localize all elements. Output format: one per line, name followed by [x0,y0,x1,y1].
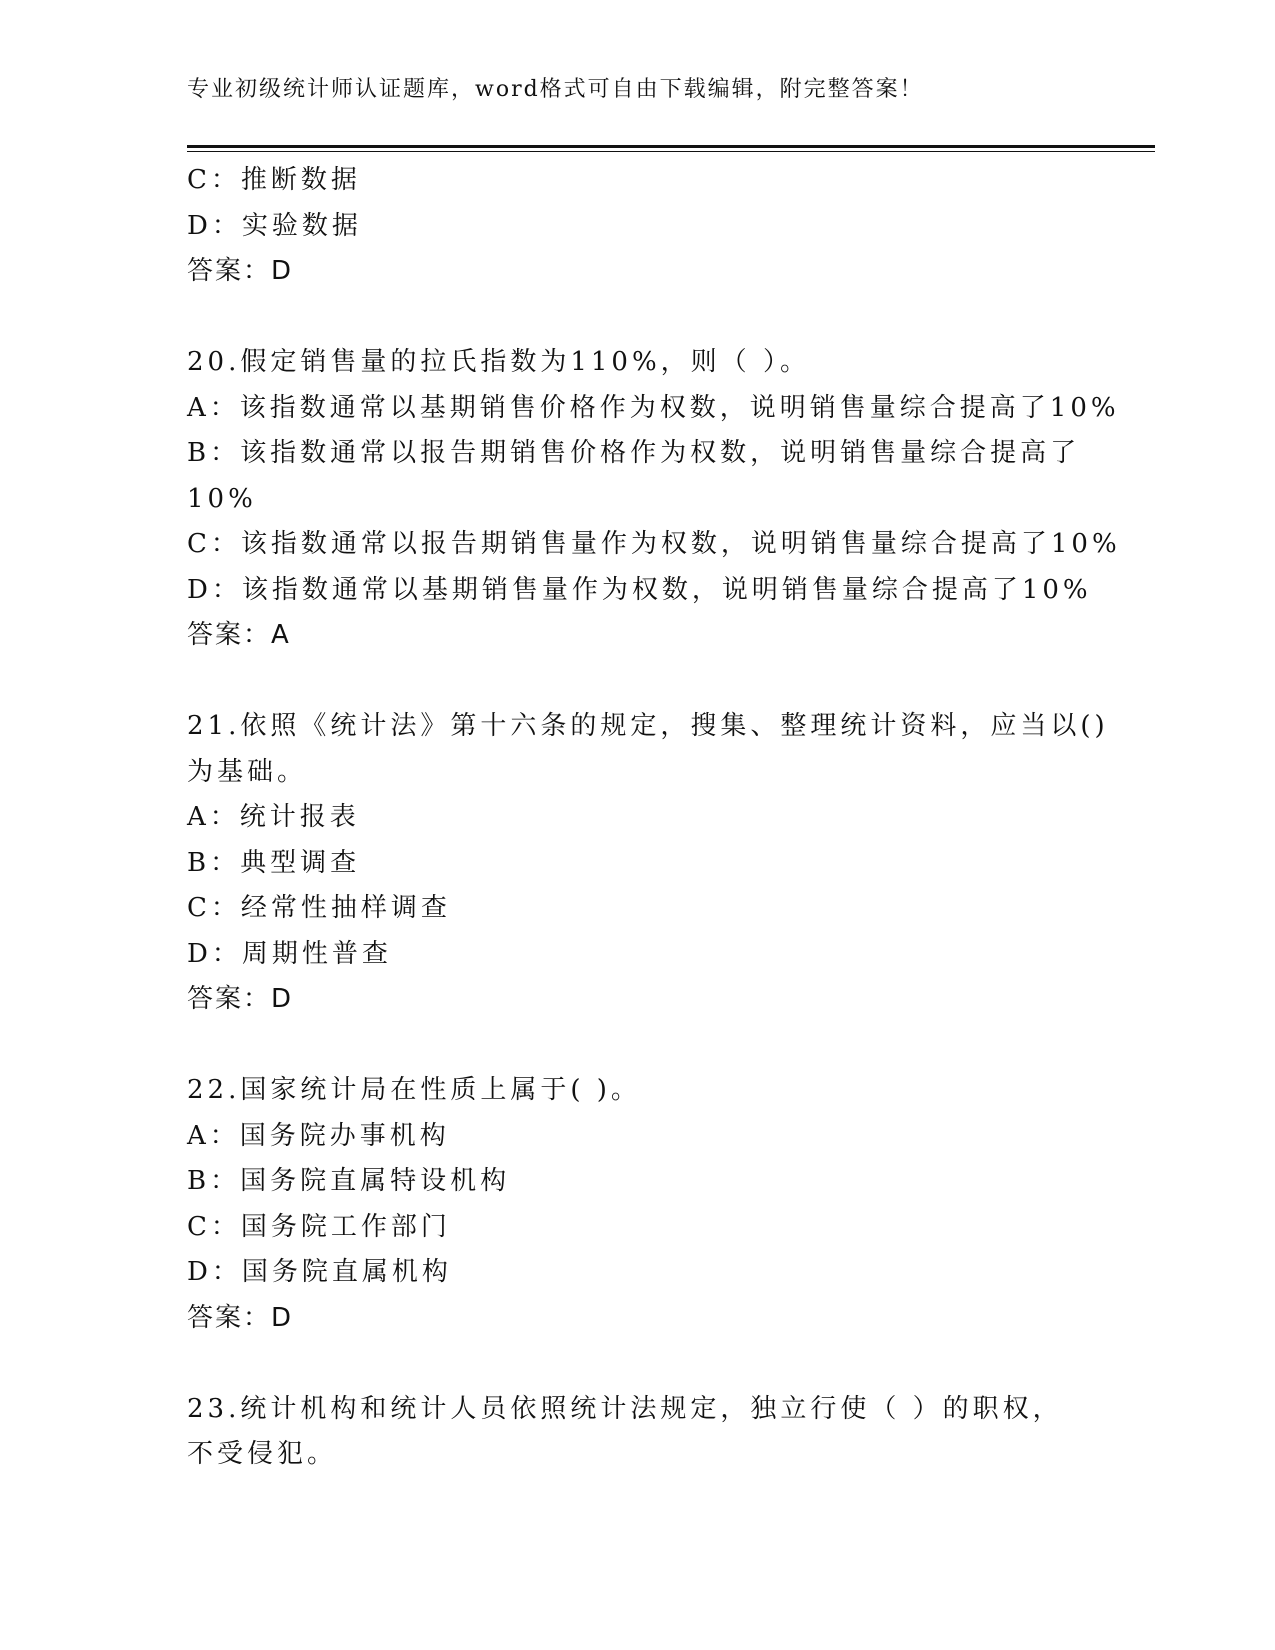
option-b: B：典型调查 [187,847,361,878]
question-stem: 23.统计机构和统计人员依照统计法规定，独立行使（ ）的职权， [187,1393,1063,1424]
question-stem-continued: 为基础。 [187,756,308,787]
question-20 [187,340,1121,659]
answer: 答案：A [187,620,291,650]
question-23 [187,1387,1087,1478]
question-21 [187,704,1109,1023]
option-c: C：经常性抽样调查 [187,893,451,923]
question-22 [187,1068,1087,1341]
answer: 答案：D [187,256,294,286]
option-b: B：国务院直属特设机构 [187,1166,511,1196]
option-d: D：该指数通常以基期销售量作为权数，说明销售量综合提高了10% [187,574,1092,605]
page-header: 专业初级统计师认证题库，word格式可自由下载编辑，附完整答案！ [187,77,924,102]
question-stem: 22.国家统计局在性质上属于( )。 [187,1075,641,1105]
option-c: C：国务院工作部门 [187,1211,451,1242]
question-stem: 21.依照《统计法》第十六条的规定，搜集、整理统计资料，应当以() [187,711,1109,741]
option-a: A：该指数通常以基期销售价格作为权数，说明销售量综合提高了10% [187,392,1120,423]
question-stem-continued: 不受侵犯。 [187,1439,338,1469]
header-rule-thin [187,151,1155,152]
option-b-continued: 10% [187,483,257,514]
question-stem: 20.假定销售量的拉氏指数为110%，则（ ）。 [187,347,810,377]
option-a: A：国务院办事机构 [187,1120,450,1151]
question-content [187,158,1121,1478]
option-a: A：统计报表 [187,802,360,832]
header-rule-thick [187,145,1155,148]
spacer [187,295,1087,341]
spacer [187,1341,1087,1387]
option-d: D：实验数据 [187,210,362,241]
spacer [187,1023,1087,1069]
option-c: C：该指数通常以报告期销售量作为权数，说明销售量综合提高了10% [187,529,1121,559]
option-d: D：国务院直属机构 [187,1257,452,1287]
option-b: B：该指数通常以报告期销售价格作为权数，说明销售量综合提高了 [187,438,1081,468]
option-c: C：推断数据 [187,165,361,195]
spacer [187,659,1087,705]
question-19-tail [187,158,1087,295]
answer: 答案：D [187,1302,294,1333]
option-d: D：周期性普查 [187,938,392,969]
answer: 答案：D [187,984,294,1014]
